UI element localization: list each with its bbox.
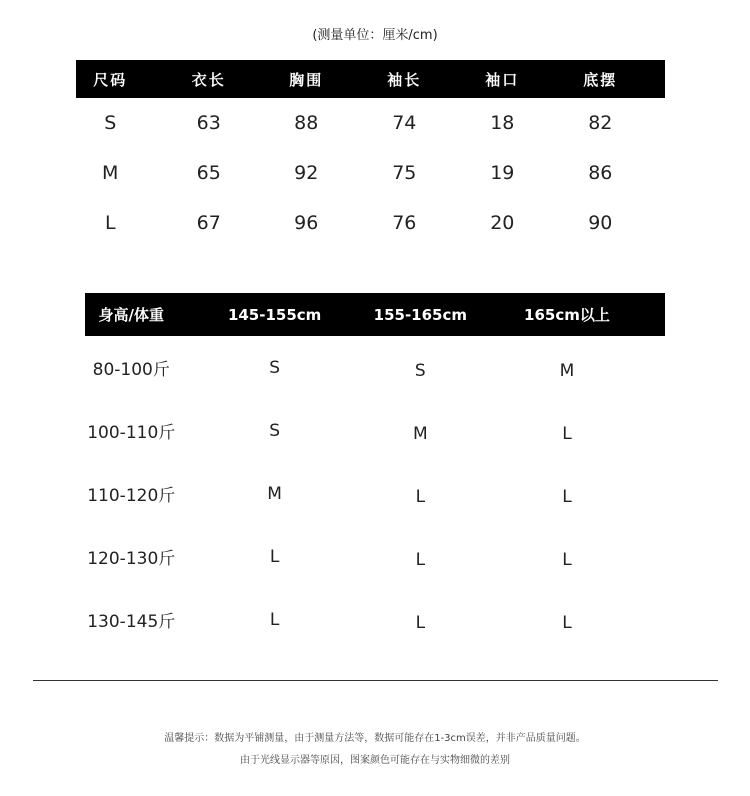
table-row (76, 198, 665, 248)
table-row (85, 336, 665, 399)
table-row (85, 462, 665, 525)
hem-cell: 82 (588, 112, 613, 134)
size-cell: L (104, 212, 116, 234)
fit-cell: S (414, 360, 426, 381)
fit-cell: S (269, 357, 281, 378)
fit-cell: L (269, 546, 280, 567)
header-height-165-up: 165cm以上 (524, 306, 610, 324)
fit-cell: S (269, 420, 281, 441)
chest-cell: 92 (294, 162, 319, 184)
table-row (85, 588, 665, 651)
header-height-weight: 身高/体重 (98, 306, 164, 324)
fit-cell: L (415, 486, 426, 507)
size-table-header (76, 60, 665, 98)
size-table (76, 60, 665, 248)
table-row (85, 525, 665, 588)
fit-cell: L (415, 549, 426, 570)
footnote-measurement-tip: 温馨提示：数据为平铺测量，由于测量方法等，数据可能存在1-3cm误差，并非产品质量问题。 (164, 733, 586, 744)
header-chest: 胸围 (289, 70, 324, 89)
header-sleeve-length: 袖长 (387, 70, 422, 89)
weight-cell: 100-110斤 (87, 423, 176, 443)
chest-cell: 96 (294, 212, 319, 234)
divider (33, 680, 718, 681)
table-row (85, 399, 665, 462)
fit-cell: L (562, 549, 572, 570)
table-row (76, 98, 665, 148)
fit-cell: M (412, 423, 428, 444)
weight-cell: 110-120斤 (87, 486, 176, 506)
sleeve-cell: 76 (392, 212, 417, 234)
fit-cell: L (415, 612, 426, 633)
hem-cell: 86 (588, 162, 613, 184)
size-cell: S (104, 112, 117, 134)
fit-cell: L (269, 609, 280, 630)
header-length: 衣长 (191, 70, 226, 89)
length-cell: 65 (196, 162, 221, 184)
cuff-cell: 19 (490, 162, 515, 184)
footnote-color-tip: 由于光线显示器等原因，图案颜色可能存在与实物细微的差别 (240, 755, 510, 766)
fit-table-header (85, 293, 665, 336)
weight-cell: 80-100斤 (92, 360, 170, 380)
weight-cell: 130-145斤 (87, 612, 176, 632)
header-hem: 底摆 (583, 70, 618, 89)
hem-cell: 90 (588, 212, 613, 234)
fit-cell: L (562, 423, 572, 444)
fit-cell: L (562, 612, 572, 633)
table-row (76, 148, 665, 198)
cuff-cell: 20 (490, 212, 515, 234)
fit-cell: L (562, 486, 572, 507)
length-cell: 67 (196, 212, 221, 234)
size-cell: M (102, 162, 119, 184)
header-height-155-165: 155-165cm (373, 305, 468, 324)
fit-cell: M (559, 360, 575, 381)
header-height-145-155: 145-155cm (227, 305, 322, 324)
cuff-cell: 18 (490, 112, 515, 134)
sleeve-cell: 74 (392, 112, 417, 134)
length-cell: 63 (196, 112, 221, 134)
header-cuff: 袖口 (485, 70, 520, 89)
header-size: 尺码 (93, 70, 128, 89)
unit-note: (测量单位：厘米/cm) (312, 28, 438, 43)
chest-cell: 88 (294, 112, 319, 134)
fit-table (85, 293, 665, 651)
sleeve-cell: 75 (392, 162, 417, 184)
fit-cell: M (267, 483, 282, 504)
weight-cell: 120-130斤 (87, 549, 176, 569)
